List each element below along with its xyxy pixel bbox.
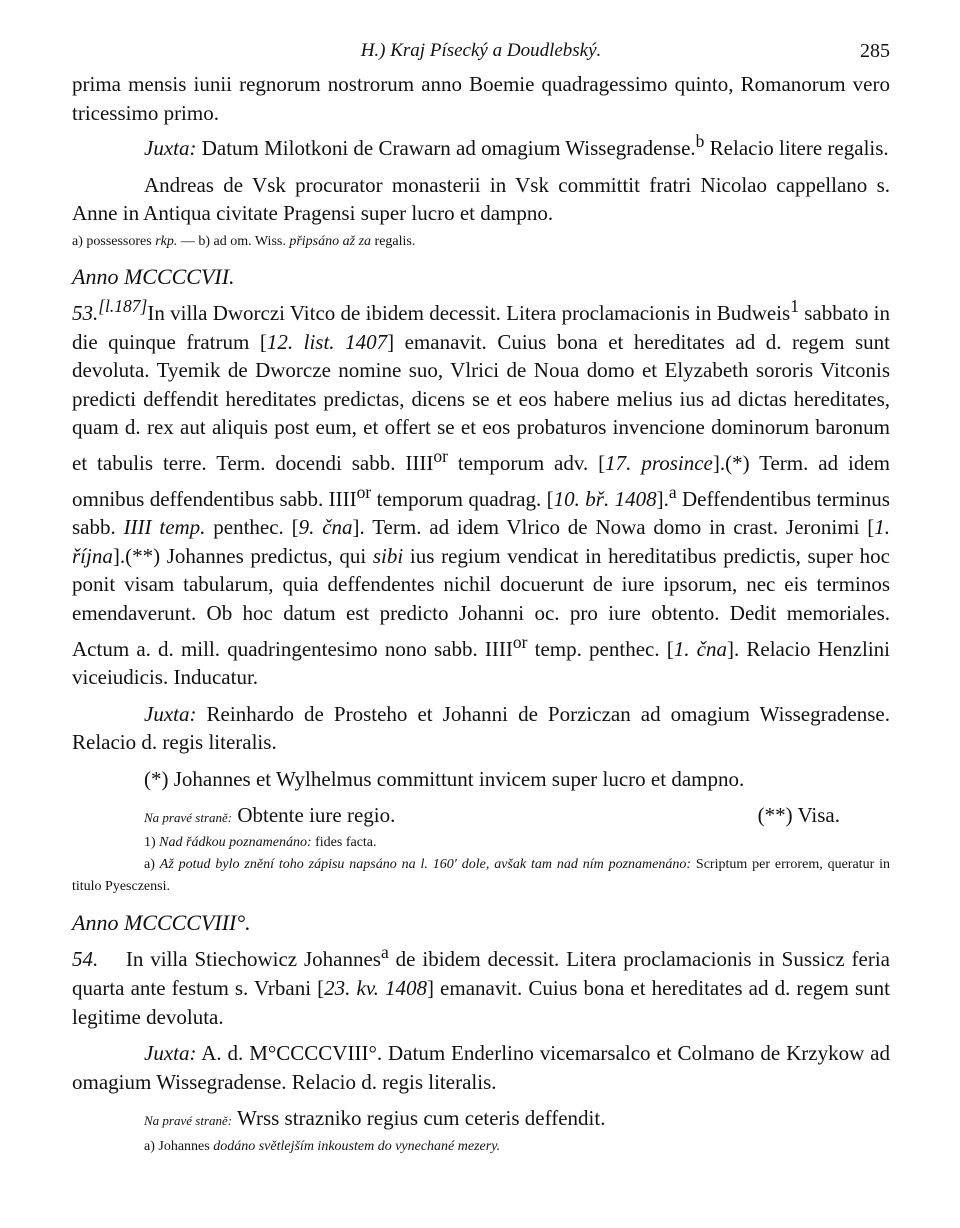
paragraph-continuation: prima mensis iunii regnorum nostrorum anno Boemie quadragessimo quinto, Romanorum vero tricessimo primo.	[72, 72, 890, 125]
page-number: 285	[860, 40, 890, 62]
year-heading-1407: Anno MCCCCVII.	[72, 263, 235, 289]
running-header	[72, 36, 890, 70]
footnote-a2: a) Až potud bylo znění toho zápisu napsáno na l. 160′ dole, avšak tam nad ním poznamenáno: Scriptum per errorem, queratur in titulo Pyesczensi.	[72, 857, 890, 895]
juxta-paragraph: Juxta: Datum Milotkoni de Crawarn ad omagium Wissegradense.$^b$ Relacio litere regalis.	[144, 131, 889, 161]
entry-number: 53.	[72, 300, 99, 325]
note-commit: (*) Johannes et Wylhelmus committunt invicem super lucro et dampno.	[144, 766, 745, 791]
paragraph-andreas: Andreas de Vsk procurator monasterii in Vsk committit fratri Nicolao cappellano s. Anne in Antiqua civitate Pragensi super lucro et dampno.	[72, 172, 890, 226]
margin-note-54: Na pravé straně: Wrss strazniko regius cum ceteris deffendit.	[144, 1106, 606, 1131]
document-page	[72, 36, 890, 1158]
entry-54: 54. In villa Stiechowicz Johannes$^a$ de ibidem decessit. Litera proclamacionis in Sussicz feria quarta ante festum s. Vrbani [23. kv. 1408] emanavit. Cuius bona et hereditates ad d. regem sunt legitime devoluta.	[72, 942, 891, 1029]
running-title: H.) Kraj Písecký a Doudlebský.	[360, 40, 602, 61]
entry-53: 53.[l.187]In villa Dworczi Vitco de ibidem decessit. Litera proclamacionis in Budweis$^1$ sabbato in die quinque fratrum [12. list. 1407] emanavit. Cuius bona et hereditates ad d. regem sunt devoluta. Tyemik de Dworcze nomine suo, Vlrici de Noua domo et Elyzabeth sororis Vitconis predicti deffendit hereditates predictas, dicens se et eos habere melius ius ad dictas hereditates, quam d. rex aut aliquis post eum, et offert se et eos probaturos invencione dominorum baronum et tabulis terre. Term. docendi sabb. $IIII^{or}$ temporum adv. [17. prosince].(*) Term. ad idem omnibus deffendentibus sabb. $IIII^{or}$ temporum quadrag. [10. bř. 1408].$^a$ Deffendentibus terminus sabb. IIII temp. penthec. [9. čna]. Term. ad idem Vlrico de Nowa domo in crast. Jeronimi [1. října].(**) Johannes predictus, qui sibi ius regium vendicat in hereditatibus predictis, super hoc ponit visam tabularum, quia deffendentes nichil docuerunt de iure ipsorum, nec eis terminos emendaverunt. Ob hoc datum est predicto Johanni oc. pro iure obtento. Dedit memoriales. Actum a. d. mill. quadringentesimo nono sabb. $IIII^{or}$ temp. penthec. [1. čna]. Relacio Henzlini viceiudicis. Inducatur.	[72, 295, 891, 690]
juxta-paragraph-54: Juxta: A. d. M°CCCCVIII°. Datum Enderlino vicemarsalco et Colmano de Krzykow ad omagium Wissegradense. Relacio d. regis literalis.	[72, 1041, 890, 1094]
footnote-1: 1) Nad řádkou poznamenáno: fides facta.	[144, 835, 377, 851]
juxta-paragraph-53: Juxta: Reinhardo de Prosteho et Johanni de Porziczan ad omagium Wissegradense. Relacio d. regis literalis.	[72, 701, 890, 755]
footnote-a3: a) Johannes dodáno světlejším inkoustem do vynechané mezery.	[144, 1139, 501, 1155]
juxta-label: Juxta:	[144, 136, 197, 161]
footnote-a: a) possessores rkp. — b) ad om. Wiss. připsáno až za regalis.	[72, 233, 416, 249]
year-heading-1408: Anno MCCCCVIII°.	[72, 910, 251, 936]
margin-note-row: Na pravé straně: Obtente iure regio. (**) Visa.	[144, 803, 840, 828]
